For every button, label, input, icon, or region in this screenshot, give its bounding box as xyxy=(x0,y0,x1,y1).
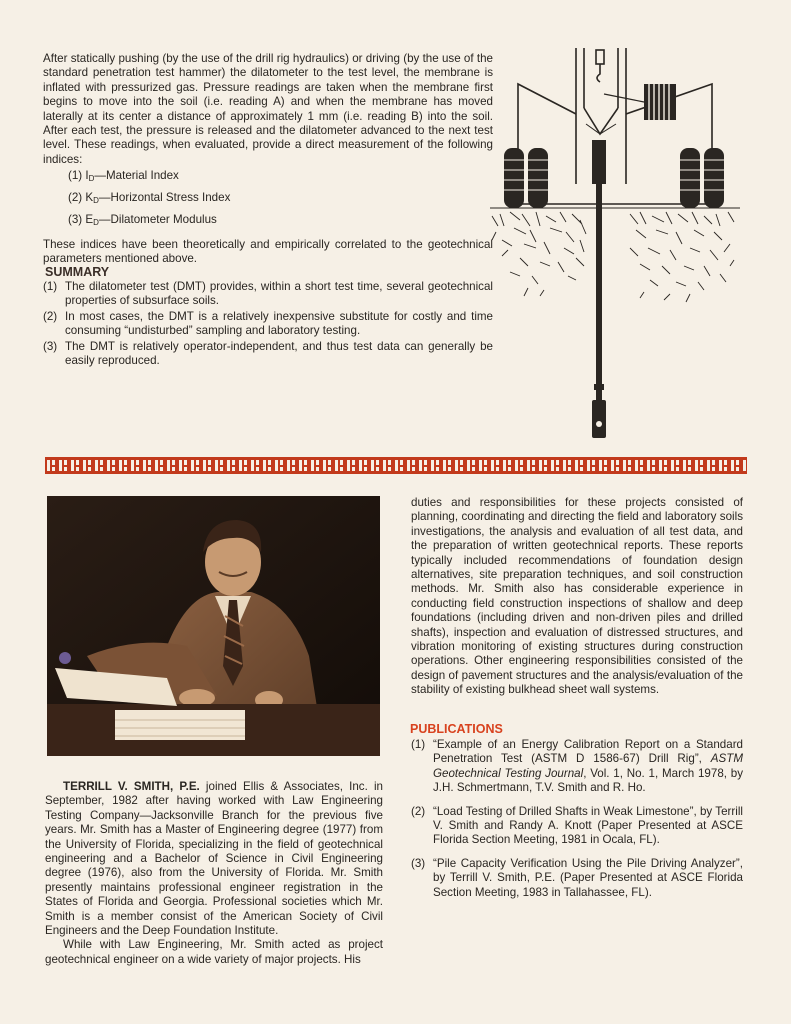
index-subscript: D xyxy=(93,218,99,227)
winch-drum xyxy=(604,84,676,120)
summary-item xyxy=(43,340,493,369)
publication-number: (3) xyxy=(411,856,426,870)
index-item-horizontal-stress xyxy=(68,191,398,213)
push-rod xyxy=(594,184,604,414)
index-number: (3) xyxy=(68,213,83,226)
publication-journal: ASTM Geotechnical Testing Journal xyxy=(433,752,743,780)
decorative-divider-band xyxy=(45,457,747,474)
index-label: —Dilatometer Modulus xyxy=(98,213,217,226)
summary-item-text: The DMT is relatively operator-independent, and thus test data can generally be easily reproduced. xyxy=(65,339,493,368)
summary-item-text: In most cases, the DMT is a relatively inexpensive substitute for costly and time consuming “undisturbed” sampling and laboratory testing. xyxy=(65,309,493,338)
publication-text: “Load Testing of Drilled Shafts in Weak Limestone”, by Terrill V. Smith and Randy A. Knott (Paper Presented at ASCE Florida Section Meeting, 1981 in Ocala, FL). xyxy=(433,804,743,847)
summary-item-number: (3) xyxy=(43,339,58,353)
drill-rig-frame xyxy=(490,48,740,208)
index-label: —Material Index xyxy=(94,169,179,182)
publication-item xyxy=(411,738,743,796)
summary-list xyxy=(43,280,493,369)
publication-item xyxy=(411,805,743,848)
publication-text: “Example of an Energy Calibration Report on a Standard Penetration Test (ASTM D 1586-67) Drill Rig”, xyxy=(433,738,743,766)
summary-heading: SUMMARY xyxy=(45,265,110,279)
bio-paragraph-1-text: joined Ellis & Associates, Inc. in September, 1982 after having worked with Law Engineering Testing Company—Jacksonville Branch for the previous five years. Mr. Smith has a Master of Engineering degree (1977) from the University of Florida, specializing in the field of geotechnical engineering and a Bachelor of Science in Civil Engineering degree (1976), also from the University of Florida. Mr. Smith presently maintains professional engineer registration in the States of Florida and Georgia. Professional societies which Mr. Smith is a member consist of the American Society of Civil Engineers and the Deep Foundation Institute. xyxy=(45,780,383,938)
index-subscript: D xyxy=(88,174,95,183)
summary-item-number: (2) xyxy=(43,309,58,323)
index-subscript: D xyxy=(93,196,99,205)
publications-heading: PUBLICATIONS xyxy=(410,722,503,736)
index-item-dilatometer-modulus xyxy=(68,213,398,235)
bio-name: TERRILL V. SMITH, P.E. xyxy=(63,780,200,793)
summary-item-text: The dilatometer test (DMT) provides, within a short test time, several geotechnical properties of subsurface soils. xyxy=(65,280,493,308)
summary-item xyxy=(43,280,493,309)
rig-wheels xyxy=(504,148,724,208)
responsibilities-paragraph: duties and responsibilities for these projects consisted of planning, coordinating and directing the field and laboratory soils investigations, the analysis and evaluation of all test data, and the preparation of written geotechnical reports. These reports typically included recommendations of foundation design alternatives, site preparation techniques, and soil construction methods. Mr. Smith also has considerable experience in conducting field construction inspections of shallow and deep foundations (including driven and non-driven piles and drilled shafts), inspection and evaluation of distressed structures, and vibration monitoring of existing structures during construction operations. Other engineering responsibilities consisted of the design of pavement structures and the analysis/evaluation of the stability of existing bulkhead sheet wall systems. xyxy=(411,496,743,697)
indices-list xyxy=(68,169,398,235)
biography xyxy=(45,780,383,967)
portrait-photo xyxy=(47,496,380,756)
index-symbol: K xyxy=(85,191,94,204)
correlation-paragraph: These indices have been theoretically and empirically correlated to the geotechnical parameters mentioned above. xyxy=(43,238,493,266)
index-symbol: E xyxy=(85,213,94,226)
publication-text-continued: , Vol. 1, No. 1, March 1978, by J.H. Schmertmann, T.V. Smith and R. Ho. xyxy=(433,766,743,795)
publication-text: “Pile Capacity Verification Using the Pile Driving Analyzer”, by Terrill V. Smith, P.E. (Paper Presented at ASCE Florida Section Meeting, 1983 in Tallahassee, FL). xyxy=(433,856,743,899)
index-number: (2) xyxy=(68,191,83,204)
index-label: —Horizontal Stress Index xyxy=(98,191,231,204)
index-number: (1) xyxy=(68,169,83,182)
hydraulic-cylinder xyxy=(592,140,606,184)
soil-hatching xyxy=(492,212,734,302)
intro-paragraph: After statically pushing (by the use of the drill rig hydraulics) or driving (by the use of the standard penetration test hammer) the dilatometer to the test level, the membrane is inflated with pressurized gas. Pressure readings are taken when the membrane first begins to move into the soil (i.e. reading A) and when the membrane has moved laterally at its center a distance of approximately 1 mm (i.e. reading B) into the soil. After each test, the pressure is released and the dilatometer advanced to the next test level. These readings, when evaluated, provide a direct measurement of the following indices: xyxy=(43,52,493,166)
publication-number: (1) xyxy=(411,738,426,751)
dilatometer-blade xyxy=(592,400,606,438)
index-symbol: I xyxy=(85,169,89,182)
publications-list xyxy=(411,738,743,909)
bio-paragraph-2: While with Law Engineering, Mr. Smith acted as project geotechnical engineer on a wide variety of major projects. His xyxy=(45,938,383,966)
summary-item-number: (1) xyxy=(43,280,58,293)
dilatometer-rig-diagram xyxy=(480,44,750,444)
index-item-material xyxy=(68,169,398,191)
publication-item xyxy=(411,857,743,900)
publication-number: (2) xyxy=(411,804,426,818)
bio-paragraph-1 xyxy=(45,780,383,938)
summary-item xyxy=(43,310,493,339)
